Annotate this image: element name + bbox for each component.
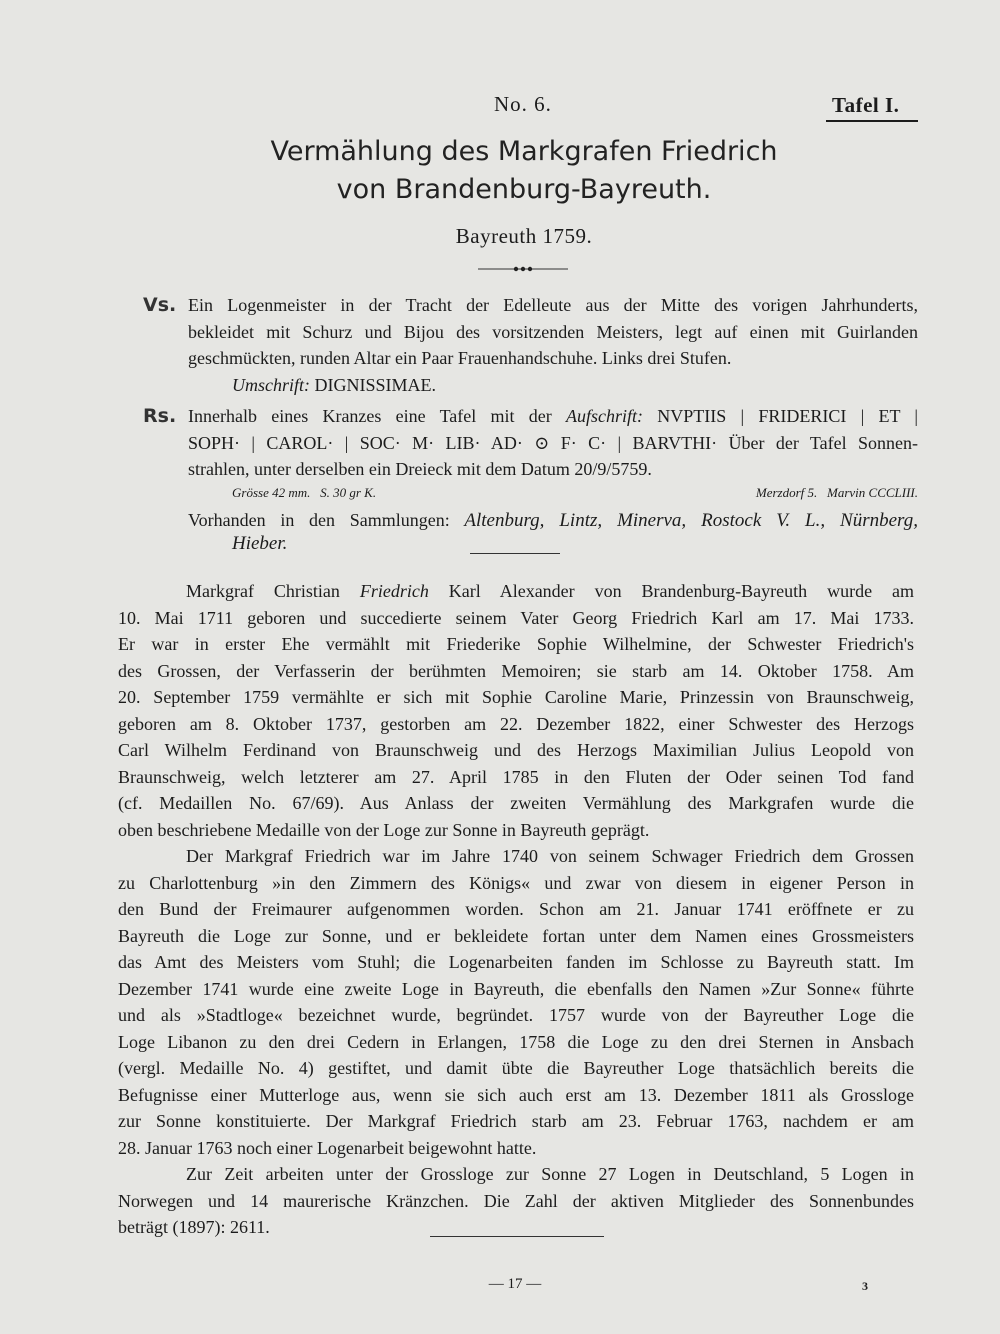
signature-mark: 3 xyxy=(862,1279,868,1293)
paragraph-line: den Bund der Freimaurer aufgenommen worden. Schon am 21. Januar 1741 eröffnete er zu xyxy=(118,899,914,919)
page-number: — 17 — xyxy=(488,1276,542,1292)
paragraph-line: zu Charlottenburg »in den Zimmern des Königs« und zwar von diesem in eigener Person in xyxy=(118,872,914,893)
obverse-line: bekleidet mit Schurz und Bijou des vorsitzenden Meisters, legt auf einen mit Guirlanden xyxy=(188,321,918,342)
references: Merzdorf 5. Marvin CCCLIII. xyxy=(755,485,918,500)
paragraph-line: beträgt (1897): 2611. xyxy=(118,1217,270,1237)
paragraph-line: Loge Libanon zu den drei Cedern in Erlangen, 1758 die Loge zu den drei Sternen in Ansbach xyxy=(118,1031,914,1052)
reverse-description xyxy=(188,403,918,483)
umschrift xyxy=(188,372,918,399)
plate-number: Tafel I. xyxy=(832,93,900,117)
paragraph-line: Er war in erster Ehe vermählt mit Friederike Sophie Wilhelmine, der Schwester Friedrich's xyxy=(118,634,914,654)
reverse-line1-post: NVPTIIS | FRIDERICI | ET | xyxy=(657,406,918,426)
paragraph-line: Der Markgraf Friedrich war im Jahre 1740 von seinem Schwager Friedrich dem Grossen xyxy=(186,846,914,866)
paragraph-line: Carl Wilhelm Ferdinand von Braunschweig und des Herzogs Maximilian Julius Leopold von xyxy=(118,740,914,760)
end-divider xyxy=(430,1236,604,1237)
paragraph-line: 10. Mai 1711 geboren und succedierte seinem Vater Georg Friedrich Karl am 17. Mai 1733. xyxy=(118,607,914,628)
paragraph-line: Zur Zeit arbeiten unter der Grossloge zur Sonne 27 Logen in Deutschland, 5 Logen in xyxy=(186,1164,914,1184)
paragraph-line: (vergl. Medaille No. 4) gestiftet, und damit übte die Bayreuther Loge thatsächlich bereits die xyxy=(118,1058,914,1078)
paragraph-line: 28. Januar 1763 noch einer Logenarbeit beigewohnt hatte. xyxy=(118,1137,537,1158)
place-date: Bayreuth 1759. xyxy=(455,224,593,248)
paragraph-line: Befugnisse einer Mutterloge aus, wenn sie sich auch erst am 13. Dezember 1811 als Grossloge xyxy=(118,1084,914,1105)
plate-underline xyxy=(826,120,918,122)
paragraph-line: Norwegen und 14 maurerische Kränzchen. Die Zahl der aktiven Mitglieder des Sonnenbundes xyxy=(118,1190,914,1211)
paragraph-line: Bayreuth die Loge zur Sonne, und er bekleidete fortan unter dem Namen eines Grossmeisters xyxy=(118,925,914,946)
paragraph-line: Braunschweig, welch letzterer am 27. April 1785 in den Fluten der Oder seinen Tod fand xyxy=(118,766,914,787)
paragraph-line: des Grossen, der Verfasserin der berühmten Memoiren; sie starb am 14. Oktober 1758. Am xyxy=(118,660,914,681)
paragraph-line: oben beschriebene Medaille von der Loge zur Sonne in Bayreuth geprägt. xyxy=(118,819,650,840)
paragraph-line: geboren am 8. Oktober 1737, gestorben am 22. Dezember 1822, einer Schwester des Herzogs xyxy=(118,713,914,734)
ornament-divider xyxy=(478,263,568,275)
collections-list: Altenburg, Lintz, Minerva, Rostock V. L., Nürnberg, xyxy=(464,510,918,531)
paragraph-line: Markgraf Christian Friedrich Karl Alexander von Brandenburg-Bayreuth wurde am xyxy=(186,581,915,601)
page-title-line1: Vermählung des Markgrafen Friedrich xyxy=(270,136,778,167)
umschrift-label: Umschrift: xyxy=(232,374,310,395)
section-divider xyxy=(470,553,560,554)
obverse-line: Ein Logenmeister in der Tracht der Edelleute aus der Mitte des vorigen Jahrhunderts, xyxy=(188,295,918,315)
collections xyxy=(188,507,918,534)
obverse-description xyxy=(188,292,918,398)
reverse-line1-pre: Innerhalb eines Kranzes eine Tafel mit der xyxy=(188,406,552,426)
paragraph-line: das Amt des Meisters vom Stuhl; die Logenarbeiten fanden im Schlosse zu Bayreuth statt. Im xyxy=(118,952,914,972)
obverse-label: Vs. xyxy=(143,294,177,316)
reverse-line: strahlen, unter derselben ein Dreieck mit dem Datum 20/9/5759. xyxy=(188,459,652,479)
collections-list-cont: Hieber. xyxy=(232,533,288,554)
page-title-line2: von Brandenburg-Bayreuth. xyxy=(336,174,712,205)
size-weight: Grösse 42 mm. S. 30 gr K. xyxy=(232,485,377,500)
medal-number: No. 6. xyxy=(494,92,552,116)
collections-label: Vorhanden in den Sammlungen: xyxy=(188,510,450,530)
umschrift-text: DIGNISSIMAE. xyxy=(314,374,436,395)
paragraph-line: zur Sonne konstituierte. Der Markgraf Friedrich starb am 23. Februar 1763, nachdem er am xyxy=(118,1111,914,1131)
collections-line xyxy=(188,507,918,534)
obverse-line: geschmückten, runden Altar ein Paar Frauenhandschuhe. Links drei Stufen. xyxy=(188,348,732,368)
reverse-line xyxy=(188,403,918,430)
body-text xyxy=(118,578,914,1241)
reverse-label: Rs. xyxy=(143,405,177,427)
reverse-line: SOPH· | CAROL· | SOC· M· LIB· AD· ⊙ F· C· | BARVTHI· Über der Tafel Sonnen- xyxy=(188,432,918,453)
paragraph-line: (cf. Medaillen No. 67/69). Aus Anlass der zweiten Vermählung des Markgrafen wurde die xyxy=(118,793,914,813)
paragraph-line: Dezember 1741 wurde eine zweite Loge in Bayreuth, die ebenfalls den Namen »Zur Sonne« führte xyxy=(118,978,914,999)
paragraph-line: und als »Stadtloge« bezeichnet wurde, begründet. 1757 wurde von der Bayreuther Loge die xyxy=(118,1005,914,1025)
aufschrift-label: Aufschrift: xyxy=(566,406,644,426)
paragraph-line: 20. September 1759 vermählte er sich mit Sophie Caroline Marie, Prinzessin von Braunschweig, xyxy=(118,687,914,707)
